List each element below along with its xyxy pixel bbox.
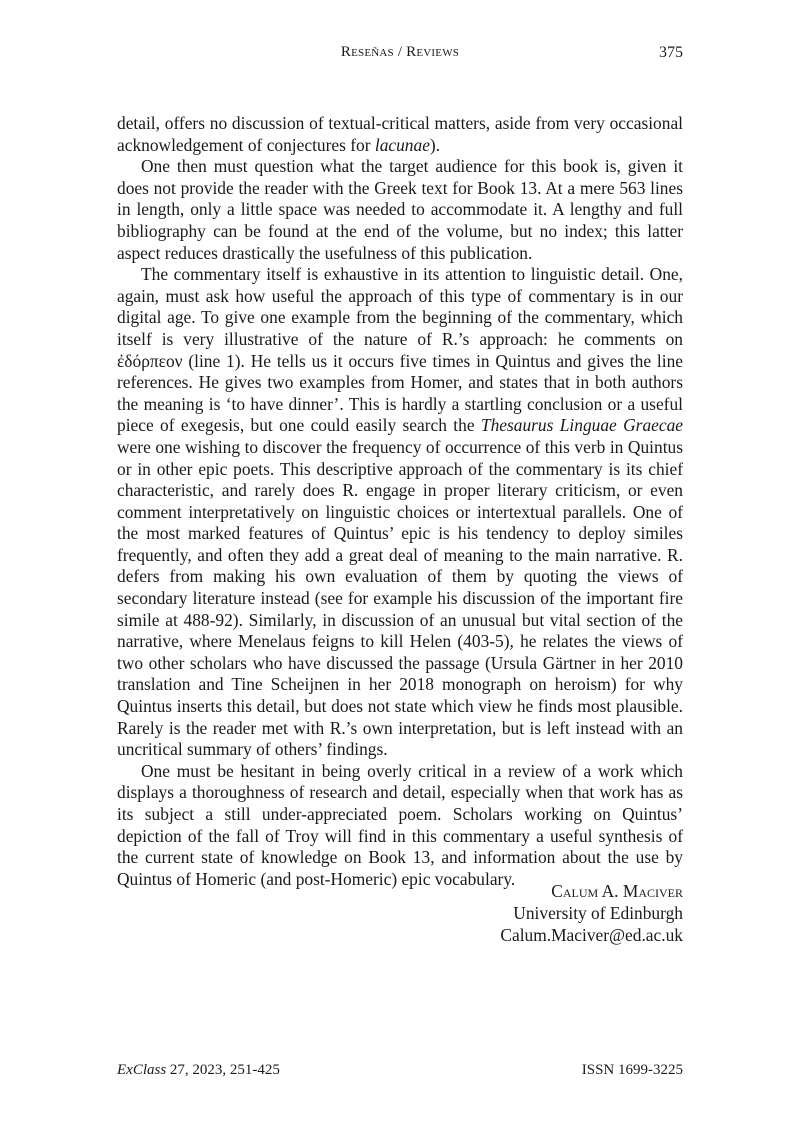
italic-term: lacunae: [374, 134, 430, 155]
paragraph-3: The commentary itself is exhaustive in its attention to linguistic detail. One, again, must ask how useful the approach of this type of commentary is in our digital age. To give one example from the beginning of the commentary, which itself is very illustrative of the nature of R.’s approach: he comments on ἐδόρπεον (line 1). He tells us it occurs five times in Quintus and gives the line references. He gives two examples from Homer, and states that in both authors the meaning is ‘to have dinner’. This is hardly a startling conclusion or a useful piece of exegesis, but one could easily search the Thesaurus Linguae Graecae were one wishing to discover the frequency of occurrence of this verb in Quintus or in other epic poets. This descriptive approach of the commentary is its chief characteristic, and rarely does R. engage in proper literary criticism, or even comment interpretatively on linguistic choices or intertextual parallels. One of the most marked features of Quintus’ epic is his tendency to deploy similes frequently, and often they add a great deal of meaning to the main narrative. R. defers from making his own evaluation of them by quoting the views of secondary literature instead (see for example his discussion of the important fire simile at 488-92). Similarly, in discussion of an unusual but vital section of the narrative, where Menelaus feigns to kill Helen (403-5), he relates the views of two other scholars who have discussed the passage (Ursula Gärtner in her 2010 translation and Tine Scheijnen in her 2018 monograph on heroism) for why Quintus inserts this detail, but does not state which view he finds most plausible. Rarely is the reader met with R.’s own interpretation, but is left instead with an uncritical summary of others’ findings.: [117, 264, 683, 760]
issn: ISSN 1699-3225: [581, 1062, 683, 1078]
paragraph-4: One must be hesitant in being overly critical in a review of a work which displays a thoroughness of research and detail, especially when that work has as its subject a still under-appreciated poem. Scholars working on Quintus’ depiction of the fall of Troy will find in this commentary a useful synthesis of the current state of knowledge on Book 13, and information about the use by Quintus of Homeric (and post-Homeric) epic vocabulary.: [117, 760, 683, 889]
running-header: [117, 44, 683, 66]
running-title: Reseñas / Reviews: [340, 44, 460, 60]
journal-citation: ExClass 27, 2023, 251-425: [117, 1062, 280, 1078]
author-affiliation: University of Edinburgh: [513, 903, 683, 923]
author-name: Calum A. Maciver: [551, 881, 683, 901]
paragraph-1: detail, offers no discussion of textual-critical matters, aside from very occasional acknowledgement of conjectures for lacunae).: [117, 113, 683, 155]
review-body: [117, 113, 683, 890]
page-number: 375: [659, 44, 683, 61]
italic-title: Thesaurus Linguae Graecae: [480, 415, 683, 436]
signature-block: [500, 880, 683, 946]
author-email[interactable]: Calum.Maciver@ed.ac.uk: [500, 925, 683, 945]
paragraph-2: One then must question what the target audience for this book is, given it does not provide the reader with the Greek text for Book 13. At a mere 563 lines in length, only a little space was needed to accommodate it. A lengthy and full bibliography can be found at the end of the volume, but no index; this latter aspect reduces drastically the usefulness of this publication.: [117, 156, 683, 263]
